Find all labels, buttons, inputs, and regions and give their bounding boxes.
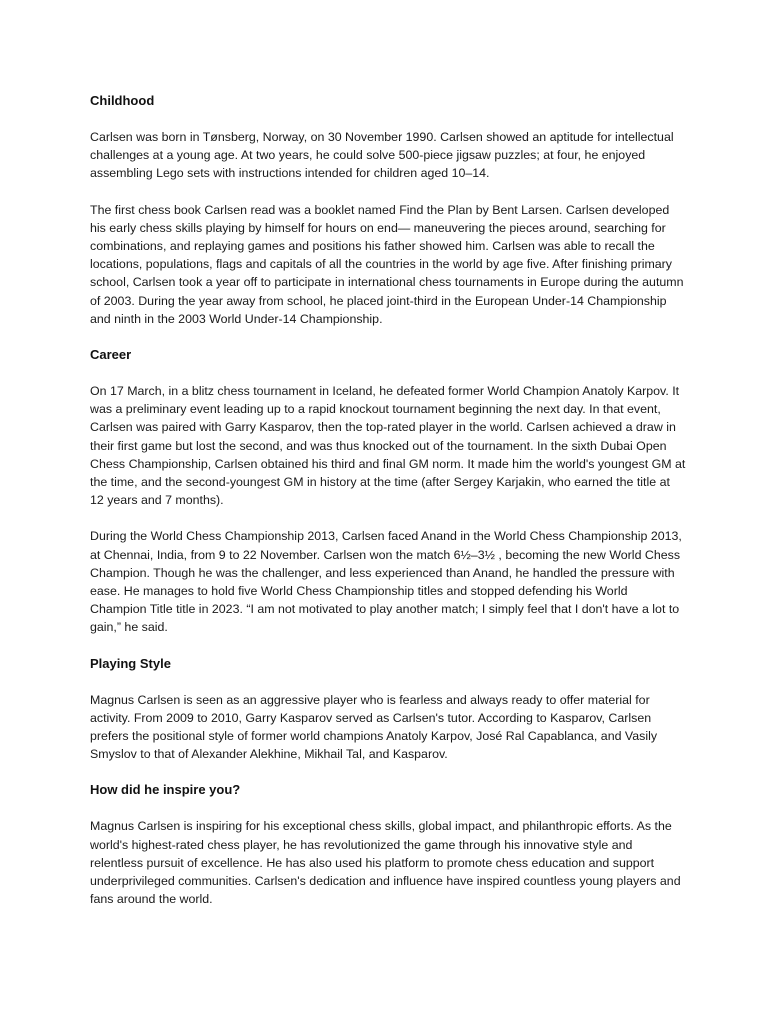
section-playing-style [90,655,686,764]
section-heading: Playing Style [90,655,171,671]
paragraph: During the World Chess Championship 2013, Carlsen faced Anand in the World Chess Championship 2013, at Chennai, India, from 9 to 22 November. Carlsen won the match 6½–3½ , becoming the new World Chess Champion. Though he was the challenger, and less experienced than Anand, he handled the pressure with ease. He manages to hold five World Chess Championship titles and stopped defending his World Champion Title title in 2023. “I am not motivated to play another match; I simply feel that I don't have a lot to gain,” he said. [90,529,682,635]
section-career [90,346,686,637]
paragraph: Magnus Carlsen is seen as an aggressive player who is fearless and always ready to offer material for activity. From 2009 to 2010, Garry Kasparov served as Carlsen's tutor. According to Kasparov, Carlsen prefers the positional style of former world champions Anatoly Karpov, José Ral Capablanca, and Vasily Smyslov to that of Alexander Alekhine, Mikhail Tal, and Kasparov. [90,692,658,762]
section-heading: How did he inspire you? [90,782,241,798]
paragraph: Carlsen was born in Tønsberg, Norway, on 30 November 1990. Carlsen showed an aptitude for intellectual challenges at a young age. At two years, he could solve 500-piece jigsaw puzzles; at four, he enjoyed assembling Lego sets with instructions intended for children aged 10–14. [90,130,674,181]
section-heading: Career [90,347,132,363]
section-heading: Childhood [90,93,155,108]
paragraph: The first chess book Carlsen read was a booklet named Find the Plan by Bent Larsen. Carlsen developed his early chess skills playing by himself for hours on end— maneuvering the pieces around, searching for combinations, and replaying games and positions his father showed him. Carlsen was able to recall the locations, populations, flags and capitals of all the countries in the world by age five. After finishing primary school, Carlsen took a year off to participate in international chess tournaments in Europe during the autumn of 2003. During the year away from school, he placed joint-third in the European Under-14 Championship and ninth in the 2003 World Under-14 Championship. [90,202,684,326]
document-page [90,92,686,927]
paragraph: Magnus Carlsen is inspiring for his exceptional chess skills, global impact, and philanthropic efforts. As the world's highest-rated chess player, he has revolutionized the game through his innovative style and relentless pursuit of excellence. He has also used his platform to promote chess education and support underprivileged communities. Carlsen's dedication and influence have inspired countless young players and fans around the world. [90,819,681,907]
paragraph: On 17 March, in a blitz chess tournament in Iceland, he defeated former World Champion Anatoly Karpov. It was a preliminary event leading up to a rapid knockout tournament beginning the next day. In that event, Carlsen was paired with Garry Kasparov, then the top-rated player in the world. Carlsen achieved a draw in their first game but lost the second, and was thus knocked out of the tournament. In the sixth Dubai Open Chess Championship, Carlsen obtained his third and final GM norm. It made him the world's youngest GM at the time, and the second-youngest GM in history at the time (after Sergey Karjakin, who earned the title at 12 years and 7 months). [90,384,686,508]
section-childhood [90,92,686,328]
section-inspiration [90,781,686,908]
